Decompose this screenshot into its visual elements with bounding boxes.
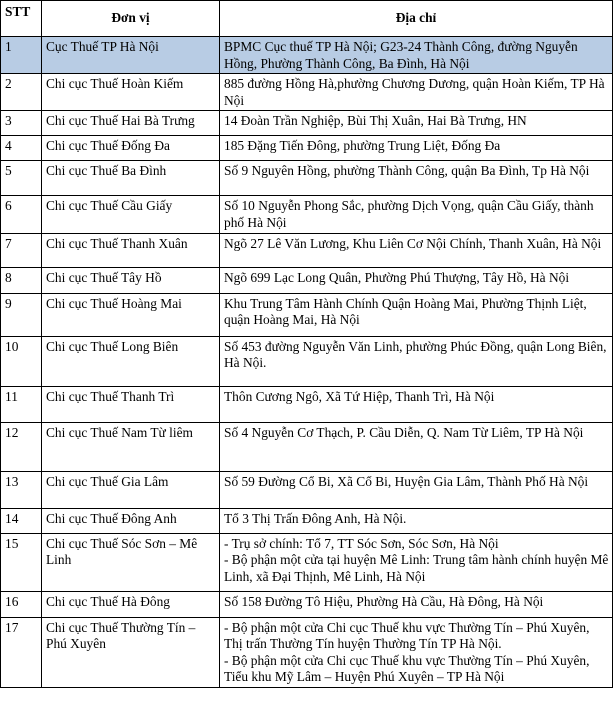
address-line: Thôn Cương Ngô, Xã Tứ Hiệp, Thanh Trì, Hà Nội [224,388,495,404]
address-line: Số 9 Nguyên Hồng, phường Thành Công, quận Ba Đình, Tp Hà Nội [224,163,590,179]
table-row [1,293,613,336]
row-stt: 3 [1,111,42,136]
address-line: - Trụ sở chính: Tổ 7, TT Sóc Sơn, Sóc Sơn, Hà Nội [224,535,499,551]
row-unit: Chi cục Thuế Ba Đình [42,161,220,196]
row-stt: 1 [1,37,42,74]
address-line: Khu Trung Tâm Hành Chính Quận Hoàng Mai, Phường Thịnh Liệt, quận Hoàng Mai, Hà Nội [224,295,587,328]
table-row [1,422,613,471]
address-line: 14 Đoàn Trần Nghiệp, Bùi Thị Xuân, Hai Bà Trưng, HN [224,113,527,129]
row-unit: Chi cục Thuế Nam Từ liêm [42,422,220,471]
table-row [1,533,613,591]
row-address [220,74,613,111]
address-line: Số 10 Nguyễn Phong Sắc, phường Dịch Vọng, quận Cầu Giấy, thành phố Hà Nội [224,198,594,230]
row-address [220,617,613,687]
address-line: Số 453 đường Nguyễn Văn Linh, phường Phúc Đồng, quận Long Biên, Hà Nội. [224,338,607,371]
table-row [1,161,613,196]
address-line: Số 4 Nguyễn Cơ Thạch, P. Cầu Diễn, Q. Nam Từ Liêm, TP Hà Nội [224,424,584,440]
table-row [1,591,613,617]
row-stt: 2 [1,74,42,111]
table-body [1,37,613,688]
row-stt: 11 [1,386,42,422]
row-address [220,471,613,508]
table-row [1,74,613,111]
row-unit: Chi cục Thuế Hai Bà Trưng [42,111,220,136]
address-line: - Bộ phận một cửa Chi cục Thuế khu vực Thường Tín – Phú Xuyên, Tiểu khu Mỹ Lâm – Huyện Phú Xuyên – TP Hà Nội [224,652,590,685]
table-row [1,471,613,508]
address-line: Số 158 Đường Tô Hiệu, Phường Hà Cầu, Hà Đông, Hà Nội [224,593,544,609]
row-stt: 9 [1,293,42,336]
row-stt: 16 [1,591,42,617]
row-address [220,591,613,617]
row-unit: Chi cục Thuế Hà Đông [42,591,220,617]
row-unit: Cục Thuế TP Hà Nội [42,37,220,74]
row-stt: 13 [1,471,42,508]
row-stt: 5 [1,161,42,196]
row-address [220,533,613,591]
row-address [220,136,613,161]
row-stt: 14 [1,508,42,533]
table-header-row [1,1,613,37]
row-address [220,161,613,196]
row-address [220,508,613,533]
table-row [1,233,613,267]
row-stt: 7 [1,233,42,267]
row-unit: Chi cục Thuế Đống Đa [42,136,220,161]
row-stt: 17 [1,617,42,687]
row-unit: Chi cục Thuế Sóc Sơn – Mê Linh [42,533,220,591]
table-row [1,37,613,74]
table-row [1,386,613,422]
address-line: Tổ 3 Thị Trấn Đông Anh, Hà Nội. [224,510,407,526]
row-unit: Chi cục Thuế Cầu Giấy [42,196,220,233]
row-stt: 10 [1,336,42,386]
header-stt: STT [1,1,42,37]
row-unit: Chi cục Thuế Thường Tín – Phú Xuyên [42,617,220,687]
row-unit: Chi cục Thuế Đông Anh [42,508,220,533]
row-unit: Chi cục Thuế Thanh Xuân [42,233,220,267]
row-unit: Chi cục Thuế Tây Hồ [42,267,220,293]
address-line: BPMC Cục thuế TP Hà Nội; G23-24 Thành Công, đường Nguyễn Hồng, Phường Thành Công, Ba Đình, Hà Nội [224,39,578,71]
row-unit: Chi cục Thuế Thanh Trì [42,386,220,422]
address-line: - Bộ phận một cửa tại huyện Mê Linh: Trung tâm hành chính huyện Mê Linh, xã Đại Thịnh, Mê Linh, Hà Nội [224,552,609,584]
row-address [220,233,613,267]
table-row [1,336,613,386]
row-stt: 15 [1,533,42,591]
row-stt: 8 [1,267,42,293]
table-row [1,136,613,161]
table-row [1,111,613,136]
address-line: 885 đường Hồng Hà,phường Chương Dương, quận Hoàn Kiếm, TP Hà Nội [224,76,605,108]
row-address [220,336,613,386]
header-address: Địa chỉ [220,1,613,37]
row-stt: 12 [1,422,42,471]
header-unit: Đơn vị [42,1,220,37]
table-row [1,267,613,293]
row-address [220,111,613,136]
row-unit: Chi cục Thuế Hoàn Kiếm [42,74,220,111]
address-line: Ngõ 699 Lạc Long Quân, Phường Phú Thượng, Tây Hồ, Hà Nội [224,269,570,285]
table-row [1,196,613,233]
table-row [1,508,613,533]
row-address [220,386,613,422]
row-address [220,267,613,293]
address-line: Ngõ 27 Lê Văn Lương, Khu Liên Cơ Nội Chính, Thanh Xuân, Hà Nội [224,235,602,251]
row-stt: 6 [1,196,42,233]
row-unit: Chi cục Thuế Hoàng Mai [42,293,220,336]
row-unit: Chi cục Thuế Long Biên [42,336,220,386]
row-address [220,196,613,233]
address-line: 185 Đặng Tiến Đông, phường Trung Liệt, Đống Đa [224,138,501,154]
row-stt: 4 [1,136,42,161]
row-address [220,37,613,74]
address-line: - Bộ phận một cửa Chi cục Thuế khu vực Thường Tín – Phú Xuyên, Thị trấn Thường Tín huyện Thường Tín TP Hà Nội. [224,619,590,652]
row-address [220,293,613,336]
row-unit: Chi cục Thuế Gia Lâm [42,471,220,508]
address-line: Số 59 Đường Cổ Bi, Xã Cổ Bi, Huyện Gia Lâm, Thành Phố Hà Nội [224,473,589,489]
row-address [220,422,613,471]
table-row [1,617,613,687]
